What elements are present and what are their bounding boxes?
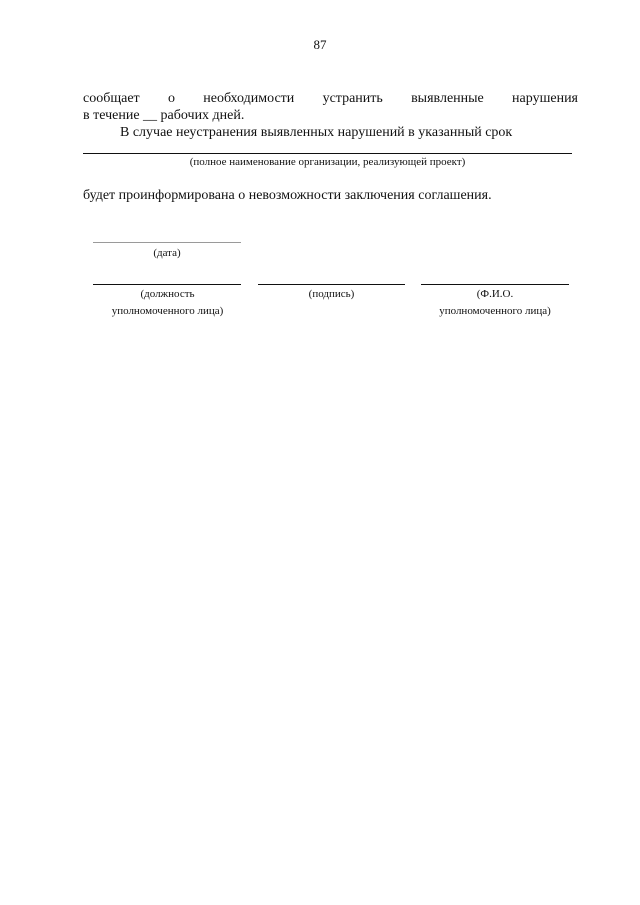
outcome-paragraph: будет проинформирована о невозможности заключения соглашения. [83, 188, 492, 203]
position-caption-line-1: (должность [140, 288, 195, 300]
date-line [93, 242, 241, 243]
fio-caption [409, 286, 581, 320]
fio-caption-line-2: уполномоченного лица) [439, 305, 551, 317]
organization-name-caption: (полное наименование организации, реализующей проект) [189, 156, 466, 168]
position-caption-line-2: уполномоченного лица) [111, 305, 224, 317]
position-caption [80, 286, 255, 320]
notice-paragraph [83, 90, 578, 124]
signature-caption: (подпись) [308, 288, 355, 300]
fio-caption-line-1: (Ф.И.О. [476, 288, 514, 300]
fio-line [421, 284, 569, 285]
notice-line-1: сообщает о необходимости устранить выявленные нарушения [83, 91, 578, 106]
consequence-paragraph: В случае неустранения выявленных нарушений в указанный срок [120, 125, 513, 140]
page-number: 87 [313, 37, 327, 52]
position-line [93, 284, 241, 285]
organization-name-line [83, 153, 572, 154]
notice-line-2: в течение __ рабочих дней. [83, 108, 245, 123]
date-caption: (дата) [153, 247, 181, 259]
signature-line [258, 284, 405, 285]
